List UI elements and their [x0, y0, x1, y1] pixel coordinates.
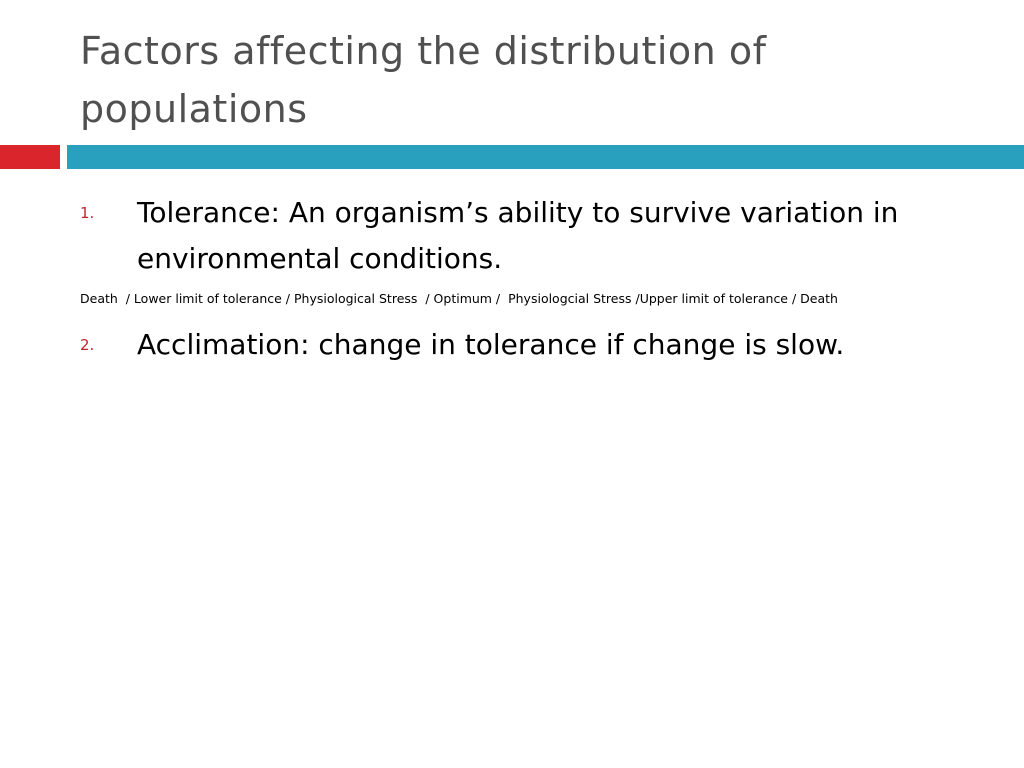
- list-item-text: Tolerance: An organism’s ability to survive variation in environmental conditions.: [137, 196, 899, 275]
- accent-bar-blue: [67, 145, 1024, 169]
- tolerance-scale-text: Death / Lower limit of tolerance / Physiological Stress / Optimum / Physiologcial Stress /Upper limit of tolerance / Death: [80, 291, 838, 306]
- slide-title: Factors affecting the distribution of populations: [80, 29, 767, 131]
- list-item-tolerance: [80, 190, 1000, 282]
- list-item-text: Acclimation: change in tolerance if change is slow.: [137, 328, 845, 361]
- accent-bar-red: [0, 145, 60, 169]
- bullet-list: [80, 190, 1000, 368]
- list-item-number: 1.: [80, 204, 95, 222]
- list-item-acclimation: [80, 322, 1000, 368]
- list-item-number: 2.: [80, 336, 95, 354]
